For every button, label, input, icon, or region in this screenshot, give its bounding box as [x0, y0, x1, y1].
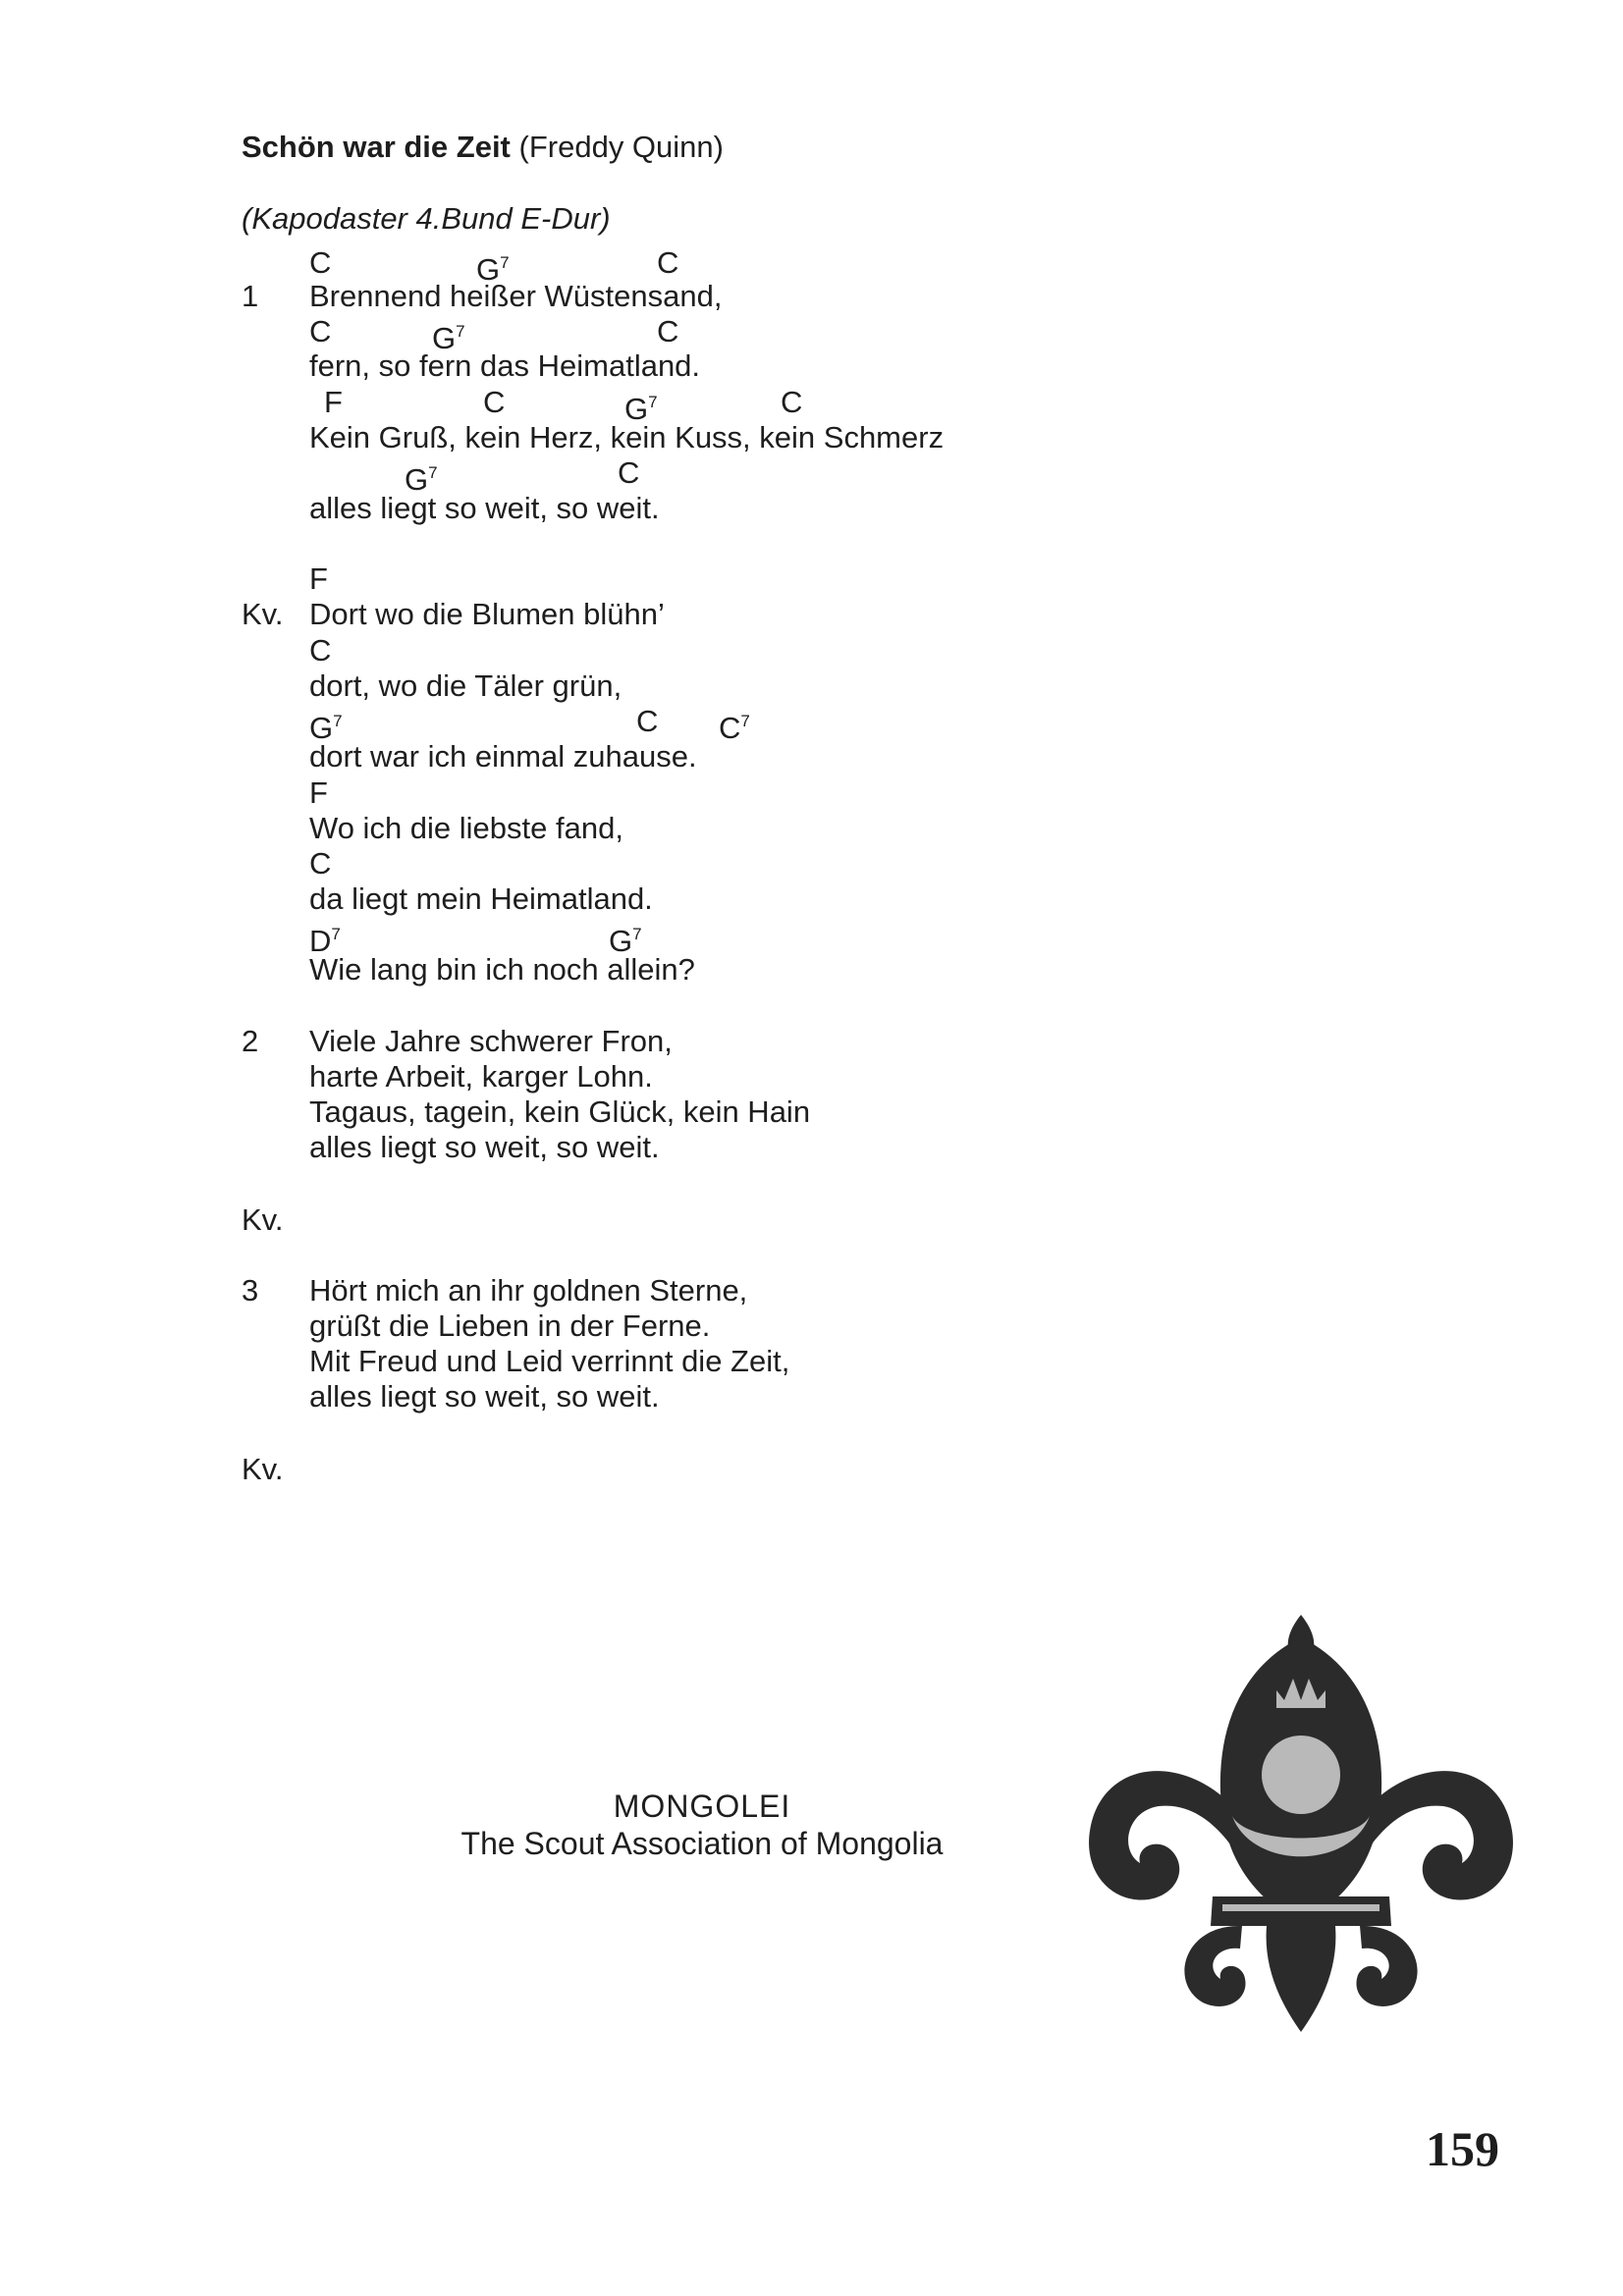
chord-extension: 7 [740, 712, 750, 730]
chord: $G^7$ [405, 462, 438, 497]
chord: $D^7$ [309, 924, 341, 958]
lyric-line: harte Arbeit, karger Lohn. [309, 1059, 653, 1094]
chord: $G^7$ [432, 321, 465, 355]
verse-number: 2 [242, 1024, 259, 1058]
chord: $G^7$ [476, 252, 510, 287]
footer-association: The Scout Association of Mongolia [460, 1826, 944, 1861]
chord: $G^7$ [624, 392, 658, 426]
chord-extension: 7 [632, 925, 642, 943]
chord: C [309, 846, 332, 881]
lyric-line: Tagaus, tagein, kein Glück, kein Hain [309, 1095, 811, 1129]
chorus-marker: Kv. [242, 1202, 284, 1237]
lyric-line: alles liegt so weit, so weit. [309, 1379, 660, 1414]
chord: F [324, 385, 343, 419]
chord: C [483, 385, 506, 419]
chorus-marker: Kv. [242, 597, 284, 631]
chord: C [618, 455, 640, 490]
lyric-line: Viele Jahre schwerer Fron, [309, 1024, 673, 1058]
chord-extension: 7 [331, 925, 341, 943]
chorus-marker: Kv. [242, 1452, 284, 1486]
chord-extension: 7 [456, 322, 465, 341]
chord: C [657, 245, 679, 280]
verse-number: 3 [242, 1273, 259, 1308]
lyric-line: Wo ich die liebste fand, [309, 811, 623, 845]
lyric-line: Hört mich an ihr goldnen Sterne, [309, 1273, 748, 1308]
lyric-line: Dort wo die Blumen blühn’ [309, 597, 665, 631]
lyric-line: alles liegt so weit, so weit. [309, 1130, 660, 1164]
chord: C [309, 314, 332, 348]
lyric-line: Brennend heißer Wüstensand, [309, 279, 723, 313]
chord: C [309, 245, 332, 280]
chord-extension: 7 [333, 712, 343, 730]
lyric-line: Wie lang bin ich noch allein? [309, 952, 695, 987]
lyric-line: fern, so fern das Heimatland. [309, 348, 701, 383]
chord: $G^7$ [609, 924, 642, 958]
chord: $G^7$ [309, 711, 343, 745]
lyric-line: da liegt mein Heimatland. [309, 881, 653, 916]
song-artist: (Freddy Quinn) [518, 130, 724, 164]
chord-extension: 7 [500, 253, 510, 272]
chord: $C^7$ [719, 711, 750, 745]
lyric-line: alles liegt so weit, so weit. [309, 491, 660, 525]
lyric-line: dort war ich einmal zuhause. [309, 739, 697, 774]
chord-extension: 7 [428, 463, 438, 482]
page-number: 159 [1426, 2121, 1499, 2176]
chord: C [657, 314, 679, 348]
chord-extension: 7 [648, 393, 658, 411]
lyric-line: Mit Freud und Leid verrinnt die Zeit, [309, 1344, 790, 1378]
scout-fleur-de-lis-icon [1075, 1610, 1527, 2052]
chord: C [309, 633, 332, 667]
footer-country: MONGOLEI [613, 1789, 791, 1824]
chord: F [309, 561, 328, 596]
lyric-line: grüßt die Lieben in der Ferne. [309, 1308, 711, 1343]
chord: C [781, 385, 803, 419]
song-title: Schön war die Zeit [242, 130, 511, 164]
chord: F [309, 775, 328, 810]
verse-number: 1 [242, 279, 259, 313]
capo-instruction: (Kapodaster 4.Bund E-Dur) [242, 201, 611, 236]
lyric-line: dort, wo die Täler grün, [309, 668, 622, 703]
song-title-line [242, 130, 724, 165]
lyric-line: Kein Gruß, kein Herz, kein Kuss, kein Schmerz [309, 420, 945, 454]
chord: C [636, 704, 659, 738]
